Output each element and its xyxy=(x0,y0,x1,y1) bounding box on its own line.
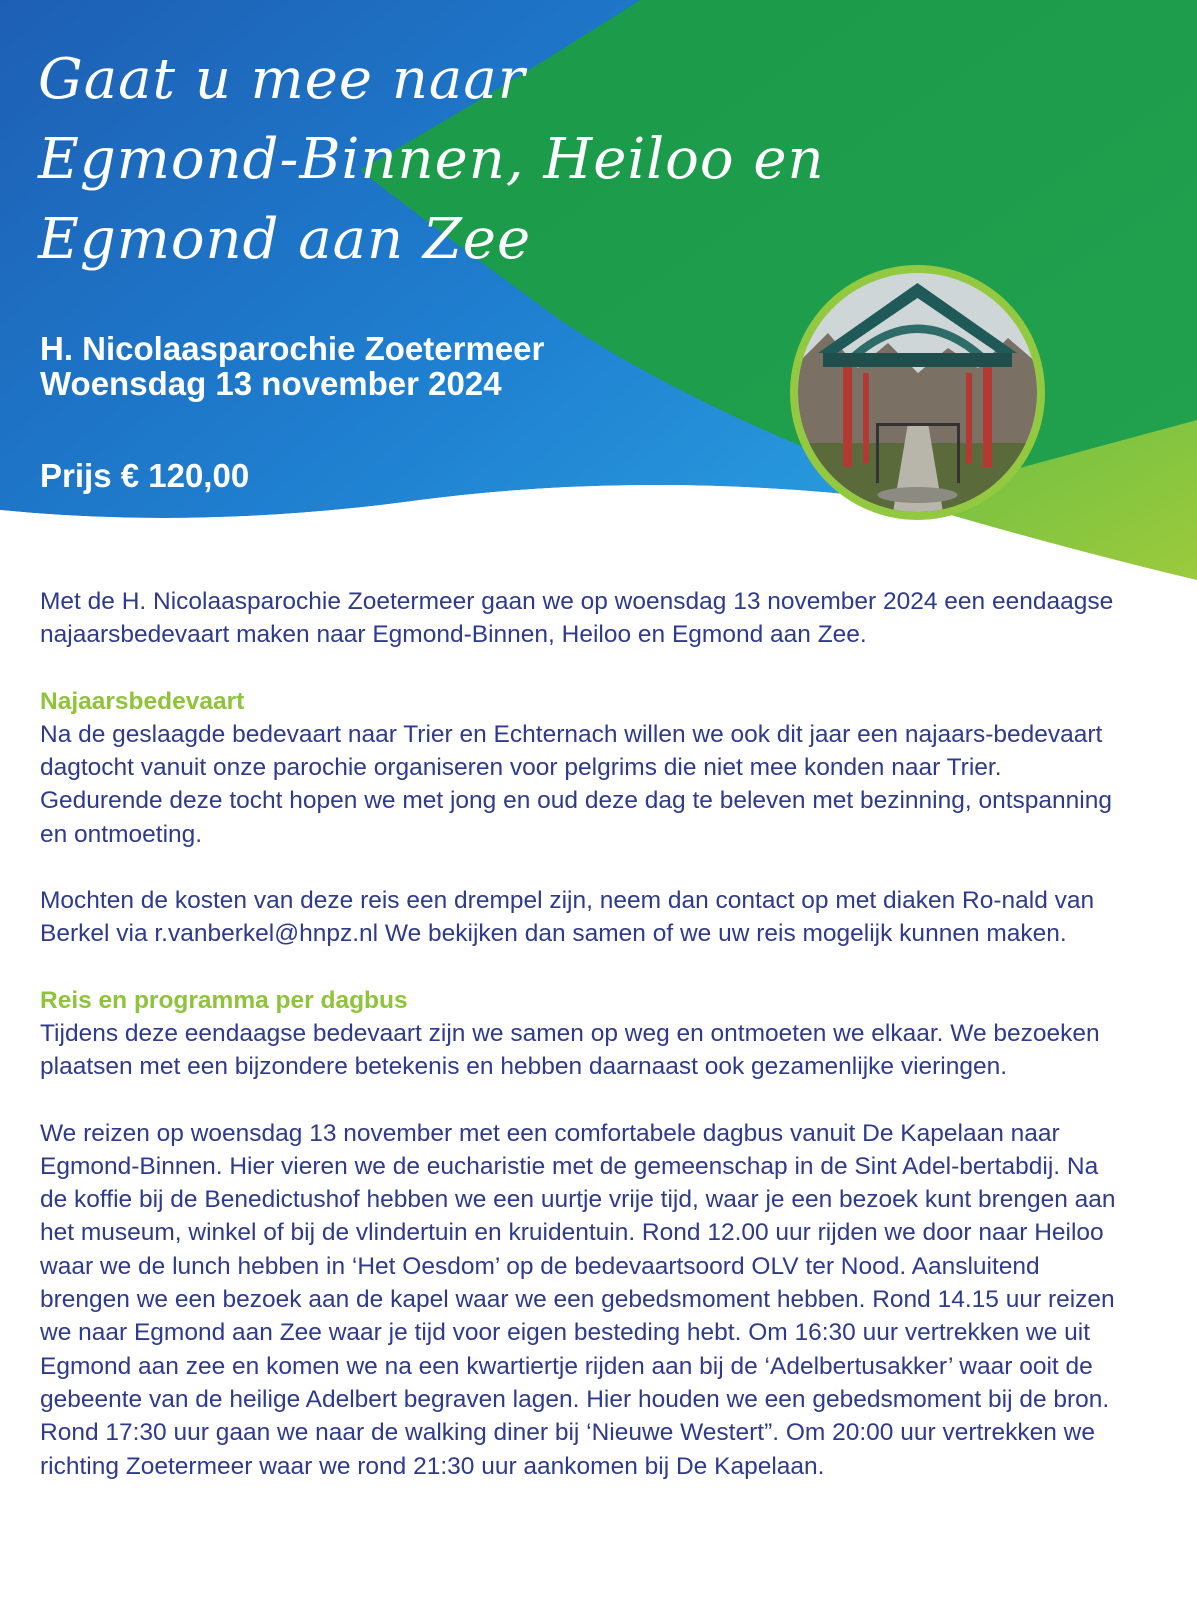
section-heading-reis: Reis en programma per dagbus xyxy=(40,986,408,1014)
title-line-2: Egmond-Binnen, Heiloo en xyxy=(38,127,825,192)
section1-paragraph-2: Mochten de kosten van deze reis een drempel zijn, neem dan contact op met diaken Ro-nald van Berkel via r.vanberkel@hnpz.nl We bekijken dan samen of we uw reis mogelijk kunnen maken. xyxy=(40,887,1095,948)
section2-paragraph-1: Tijdens deze eendaagse bedevaart zijn we samen op weg en ontmoeten we elkaar. We bezoeken plaatsen met een bijzondere betekenis en hebben daarnaast ook gezamenlijke vieringen. xyxy=(40,1019,1100,1081)
price: Prijs € 120,00 xyxy=(40,457,250,494)
section2-paragraph-2: We reizen op woensdag 13 november met een comfortabele dagbus vanuit De Kapelaan naar Egmond-Binnen. Hier vieren we de eucharistie met de gemeenschap in de Sint Adel-bertabdij. Na de koffie bij de Benedictushof hebben we een uurtje vrije tijd, waar je een bezoek kunt brengen aan het museum, winkel of bij de vlindertuin en kruidentuin. Rond 12.00 uur rijden we door naar Heiloo waar we de lunch hebben in ‘Het Oesdom’ op de bedevaartsoord OLV ter Nood. Aansluitend brengen we een bezoek aan de kapel waar we een gebedsmoment hebben. Rond 14.15 uur reizen we naar Egmond aan Zee waar je tijd voor eigen besteding hebt. Om 16:30 uur vertrekken we uit Egmond aan zee en komen we na een kwartiertje rijden aan bij de ‘Adelbertusakker’ waar ooit de gebeente van de heilige Adelbert begraven lagen. Hier houden we een gebedsmoment bij de bron. Rond 17:30 uur gaan we naar de walking diner bij ‘Nieuwe Westert”. Om 20:00 uur vertrekken we richting Zoetermeer waar we rond 21:30 uur aankomen bij De Kapelaan. xyxy=(40,1119,1116,1480)
main-content xyxy=(40,585,1120,1516)
event-date: Woensdag 13 november 2024 xyxy=(40,365,502,402)
section1-paragraph-1: Na de geslaagde bedevaart naar Trier en Echternach willen we ook dit jaar een najaars-bedevaart dagtocht vanuit onze parochie organiseren voor pelgrims die niet mee konden naar Trier. Gedurende deze tocht hopen we met jong en oud deze dag te beleven met bezinning, ontspanning en ontmoeting. xyxy=(40,720,1112,848)
title-line-3: Egmond aan Zee xyxy=(38,207,532,272)
title-line-1: Gaat u mee naar xyxy=(38,47,526,112)
church-gate-photo xyxy=(790,265,1045,520)
script-title xyxy=(38,40,825,280)
intro-paragraph: Met de H. Nicolaasparochie Zoetermeer gaan we op woensdag 13 november 2024 een eendaagse najaarsbedevaart maken naar Egmond-Binnen, Heiloo en Egmond aan Zee. xyxy=(40,588,1114,649)
section-heading-najaarsbedevaart: Najaarsbedevaart xyxy=(40,687,245,715)
header-banner xyxy=(0,0,1197,600)
church-gate-icon xyxy=(798,273,1037,512)
parish-name: H. Nicolaasparochie Zoetermeer xyxy=(40,330,545,367)
